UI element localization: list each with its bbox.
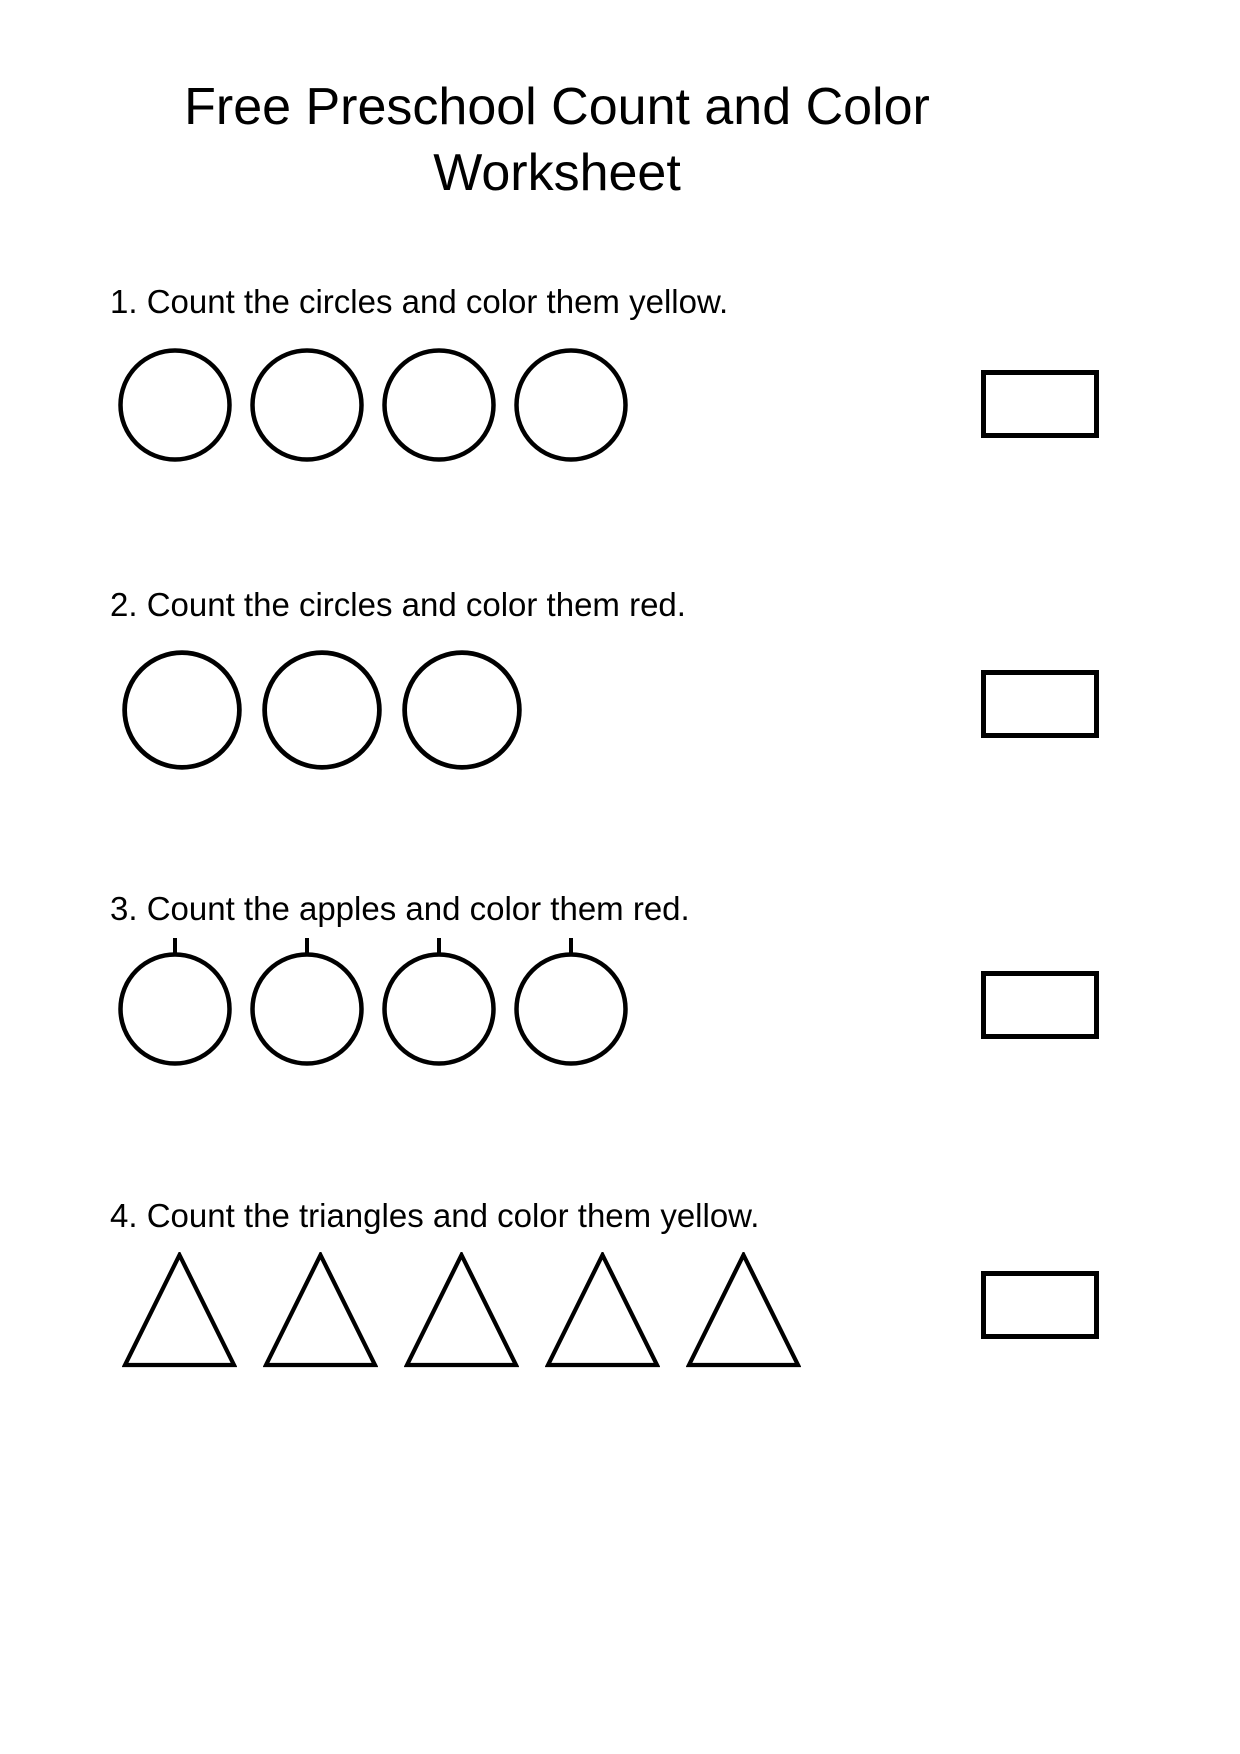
circle-shape[interactable] xyxy=(118,348,232,462)
circle-shape[interactable] xyxy=(122,650,242,770)
shape-row xyxy=(122,650,522,770)
triangle-shape[interactable] xyxy=(404,1252,519,1368)
apple-shape[interactable] xyxy=(514,936,628,1066)
answer-box[interactable] xyxy=(981,670,1099,738)
triangle-shape[interactable] xyxy=(545,1252,660,1368)
title-line-1: Free Preschool Count and Color xyxy=(184,78,930,136)
shape-row xyxy=(122,1252,801,1368)
triangle-shape[interactable] xyxy=(122,1252,237,1368)
answer-box[interactable] xyxy=(981,370,1099,438)
title-line-2: Worksheet xyxy=(433,144,681,202)
apple-shape[interactable] xyxy=(118,936,232,1066)
answer-box[interactable] xyxy=(981,971,1099,1039)
question-text: 1. Count the circles and color them yellow. xyxy=(110,283,729,320)
triangle-shape[interactable] xyxy=(686,1252,801,1368)
question-text: 4. Count the triangles and color them yellow. xyxy=(110,1197,760,1234)
circle-shape[interactable] xyxy=(402,650,522,770)
circle-shape[interactable] xyxy=(262,650,382,770)
question-text: 2. Count the circles and color them red. xyxy=(110,586,686,623)
triangle-shape[interactable] xyxy=(263,1252,378,1368)
shape-row xyxy=(118,936,628,1066)
answer-box[interactable] xyxy=(981,1271,1099,1339)
question-text: 3. Count the apples and color them red. xyxy=(110,890,690,927)
circle-shape[interactable] xyxy=(382,348,496,462)
circle-shape[interactable] xyxy=(514,348,628,462)
shape-row xyxy=(118,348,628,462)
apple-shape[interactable] xyxy=(250,936,364,1066)
worksheet-title xyxy=(0,74,1114,206)
circle-shape[interactable] xyxy=(250,348,364,462)
apple-shape[interactable] xyxy=(382,936,496,1066)
